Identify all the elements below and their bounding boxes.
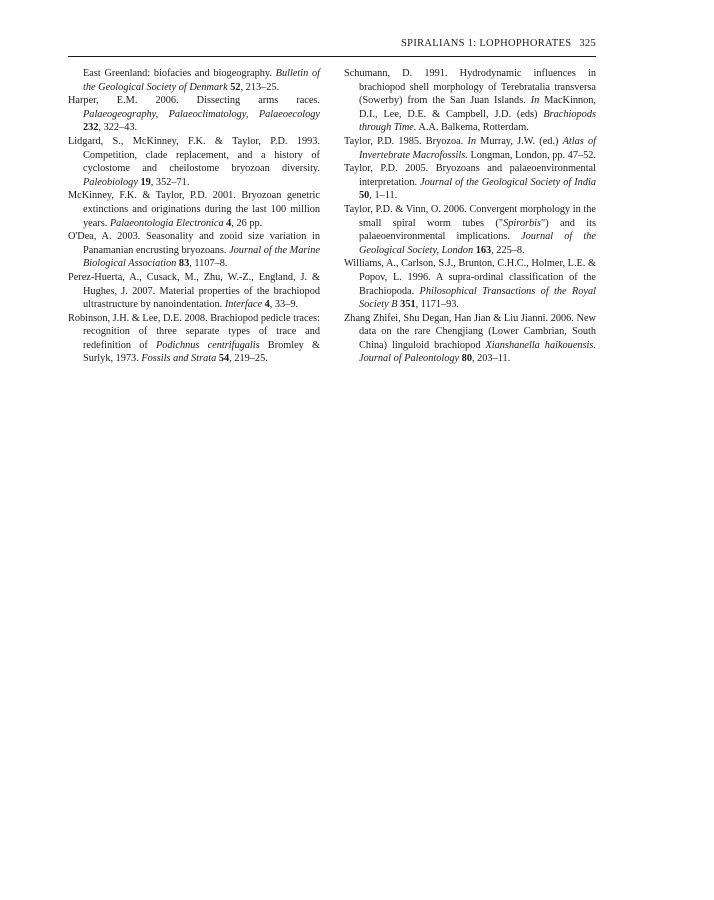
reference-italic-text: Journal of the Geological Society, London	[359, 231, 596, 256]
reference-text: MacKinnon, D.I., Lee, D.E. & Campbell, J.D. (eds)	[359, 95, 596, 120]
reference-italic-text: Journal of the Geological Society of India	[420, 176, 596, 188]
reference-entry	[68, 312, 320, 366]
reference-volume: 50	[359, 190, 370, 202]
reference-text: A.A. Balkema, Rotterdam.	[416, 122, 529, 134]
reference-text: , 352–71.	[150, 176, 190, 188]
reference-text: Perez-Huerta, A., Cusack, M., Zhu, W.-Z., England, J. & Hughes, J. 2007. Material properties of the brachiopod ultrastructure by nanoindentation.	[68, 271, 320, 311]
reference-volume: 83	[178, 258, 190, 270]
reference-text: , 203–11.	[471, 353, 511, 365]
reference-entry	[68, 271, 320, 312]
reference-volume: 4	[226, 217, 232, 229]
reference-entry	[68, 189, 320, 230]
reference-entry	[344, 257, 596, 311]
reference-volume: 52	[230, 81, 241, 93]
reference-italic-text: Bulletin of the Geological Society of Denmark	[83, 68, 320, 93]
reference-text: Taylor, P.D. & Vinn, O. 2006. Convergent morphology in the small spiral worm tubes ("	[344, 203, 596, 229]
reference-text: Bromley & Surlyk, 1973.	[83, 339, 320, 365]
reference-volume: 54	[218, 353, 230, 365]
reference-text: Harper, E.M. 2006. Dissecting arms races.	[68, 95, 320, 107]
reference-italic-text: Philosophical Transactions of the Royal Society B	[359, 285, 596, 311]
reference-entry	[344, 162, 596, 203]
reference-text: O'Dea, A. 2003. Seasonality and zooid size variation in Panamanian encrusting bryozoans.	[68, 231, 320, 256]
reference-italic-text: Paleobiology	[83, 176, 138, 188]
running-head-title: SPIRALIANS 1: LOPHOPHORATES	[401, 38, 572, 49]
reference-italic-text: In	[467, 135, 477, 147]
reference-text: , 1–11.	[369, 190, 398, 202]
reference-entry	[344, 312, 596, 366]
reference-text: , 33–9.	[269, 299, 299, 311]
reference-text: , 26 pp.	[231, 217, 263, 229]
reference-italic-text: Spirorbis	[503, 217, 542, 229]
reference-text: Longman, London, pp. 47–52.	[467, 149, 597, 161]
header-rule	[68, 56, 596, 57]
reference-entry	[68, 67, 320, 94]
reference-entry	[344, 203, 596, 257]
reference-text: , 219–25.	[229, 353, 268, 365]
reference-italic-text: Interface	[224, 299, 263, 311]
page-number: 325	[579, 38, 596, 49]
references-right-column	[344, 67, 596, 366]
reference-text: Robinson, J.H. & Lee, D.E. 2008. Brachiopod pedicle traces: recognition of three separate types of trace and redefinition of	[68, 312, 320, 351]
reference-entry	[68, 94, 320, 135]
reference-text: McKinney, F.K. & Taylor, P.D. 2001. Bryozoan genetric extinctions and originations during the last 100 million years.	[68, 190, 320, 229]
reference-text: , 225–8.	[491, 244, 525, 256]
reference-text: , 213–25.	[240, 81, 280, 93]
reference-entry	[344, 135, 596, 162]
reference-italic-text: Palaeontologia Electronica	[109, 217, 224, 229]
reference-italic-text: Brachiopods through Time.	[359, 108, 596, 134]
reference-text: Murray, J.W. (ed.)	[476, 135, 563, 147]
reference-volume: 232	[83, 122, 99, 134]
running-header	[68, 38, 596, 49]
reference-italic-text: Podichnus centrifugalis	[155, 339, 260, 351]
reference-entry	[344, 67, 596, 135]
reference-volume: 19	[140, 176, 151, 188]
reference-text: , 1171–93.	[415, 299, 460, 311]
reference-volume: 163	[475, 244, 492, 256]
reference-italic-text: In	[530, 95, 540, 107]
reference-volume: 80	[461, 353, 472, 365]
reference-text: Taylor, P.D. 2005. Bryozoans and palaeoenvironmental interpretation.	[344, 163, 596, 188]
reference-text: Taylor, P.D. 1985. Bryozoa.	[344, 135, 468, 147]
reference-text: Lidgard, S., McKinney, F.K. & Taylor, P.D. 1993. Competition, clade replacement, and a history of cyclostome and cheilostome bryozoan diversity.	[68, 135, 320, 175]
reference-italic-text: Atlas of Invertebrate Macrofossils.	[359, 135, 596, 161]
reference-text: , 1107–8.	[189, 258, 228, 270]
reference-italic-text: Journal of the Marine Biological Association	[83, 244, 320, 270]
reference-text: ") and its palaeoenvironmental implications.	[359, 217, 596, 243]
reference-entry	[68, 135, 320, 189]
reference-text: Williams, A., Carlson, S.J., Brunton, C.H.C., Holmer, L.E. & Popov, L. 1996. A supra-ordinal classification of the Brachiopoda.	[344, 258, 596, 297]
reference-volume: 351	[400, 299, 416, 311]
reference-italic-text: Fossils and Strata	[141, 353, 217, 365]
reference-text: Schumann, D. 1991. Hydrodynamic influences in brachiopod shell morphology of Terebratalia transversa (Sowerby) from the San Juan Islands.	[344, 68, 596, 107]
reference-text: Zhang Zhifei, Shu Degan, Han Jian & Liu Jianni. 2006. New data on the rare Chengjiang (Lower Cambrian, South China) linguloid brachiopod	[344, 312, 596, 351]
reference-italic-text: Palaeogeography, Palaeoclimatology, Palaeoecology	[83, 108, 320, 120]
reference-entry	[68, 230, 320, 271]
references-left-column	[68, 67, 320, 366]
reference-volume: 4	[264, 299, 270, 311]
reference-text: , 322–43.	[98, 122, 138, 134]
reference-text: East Greenland: biofacies and biogeography.	[83, 68, 276, 79]
reference-italic-text: Xianshanella haikouensis.	[485, 339, 596, 351]
reference-italic-text: Journal of Paleontology	[359, 353, 460, 365]
